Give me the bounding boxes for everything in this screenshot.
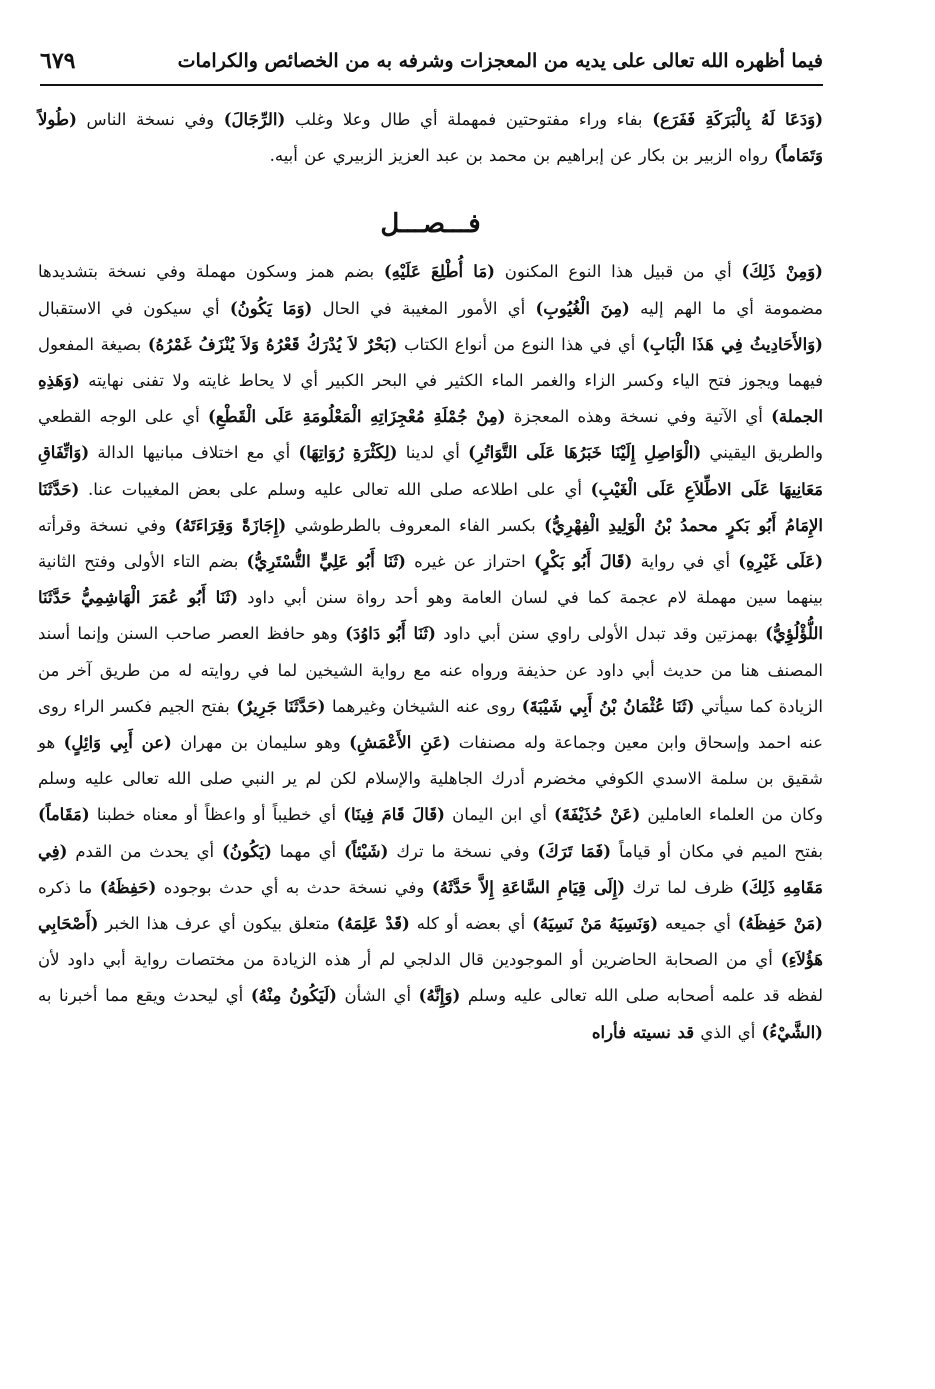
- commentary-text: رواه الزبير بن بكار عن إبراهيم بن محمد بن عبد العزيز الزبيري عن أبيه.: [269, 146, 775, 166]
- commentary-text: أي يحدث من القدم: [67, 841, 222, 861]
- quoted-text: (عَنِ الأَعْمَشِ): [349, 733, 451, 753]
- commentary-text: بضم التاء الأولى وفتح الثانية بينهما سين مهملة لام عجمة كما في لسان العامة وهو أحد رواة سنن أبي داود: [38, 552, 823, 608]
- running-title: فيما أظهره الله تعالى على يديه من المعجزات وشرفه به من الخصائص والكرامات: [177, 50, 823, 72]
- quoted-text: (قَالَ قَامَ فِينَا): [343, 805, 445, 825]
- quoted-text: (قَالَ أَبُو بَكْرٍ): [533, 552, 633, 572]
- quoted-text: (عن أَبِي وَائِلٍ): [63, 733, 172, 753]
- quoted-text: (يَكُونُ): [221, 841, 272, 861]
- quoted-text: (وَالأَحَادِيثُ فِي هَذَا الْبَابِ): [642, 334, 823, 354]
- quoted-text: (إِلَى قِيَامِ السَّاعَةِ إِلاَّ حَدَّثَهُ): [431, 877, 626, 897]
- quoted-text: (بَحْرٌ لاَ يُدْرَكُ قَعْرُهُ وَلاَ يُنْزَفُ غَمْرُهُ): [147, 334, 398, 354]
- quoted-text: (قَدْ عَلِمَهُ): [336, 914, 410, 934]
- commentary-text: أي الشأن: [336, 986, 419, 1006]
- commentary-text: بفتح الجيم فكسر الراء روى عنه احمد وإسحاق وابن معين وجماعة وله مصنفات: [38, 696, 823, 753]
- quoted-text: (وَمِنْ ذَلِكَ): [741, 262, 823, 282]
- quoted-text: (ثَنَا أَبُو عُمَرَ الْهَاشِمِيُّ حَدَّثَنَا اللُّؤْلُؤِيُّ): [38, 588, 823, 644]
- quoted-text: (عَنْ حُذَيْفَةَ): [554, 805, 641, 825]
- section-title: فـــصـــل: [380, 209, 481, 240]
- commentary-text: ما ذكره: [38, 877, 100, 897]
- quoted-text: (حَدَّثَنَا الإِمَامُ أَبُو بَكرٍ محمدُ بْنُ الْوَلِيدِ الْفِهْرِيُّ): [38, 479, 823, 535]
- quoted-text: (لَيَكُونُ مِنْهُ): [250, 986, 337, 1006]
- commentary-text: أي جميعه: [658, 914, 738, 934]
- quoted-text: قد نسيته فأراه: [591, 1022, 695, 1042]
- commentary-text: بهمزتين وقد تبدل الأولى راوي سنن أبي داود: [435, 624, 766, 644]
- quoted-text: (حَفِظَهُ): [99, 877, 157, 897]
- commentary-text: أي من الصحابة الحاضرين أو الموجودين قال الدلجي لم أر هذه الزيادة من مختصات رواية أبي داود لأن لفظه قد علمه أصحابه صلى الله تعالى عليه وسلم: [38, 950, 823, 1006]
- quoted-text: (أَصْحَابِي هَؤُلاَءِ): [38, 914, 823, 970]
- quoted-text: (مَا أُطْلِعَ عَلَيْهِ): [383, 262, 495, 282]
- quoted-text: (لِكَثْرَةِ رُوَاتِهَا): [298, 443, 398, 463]
- commentary-text: أي سيكون في الاستقبال: [38, 298, 230, 318]
- page-header: [40, 38, 823, 86]
- commentary-text: وفي نسخة الناس: [76, 110, 224, 129]
- quoted-text: (الشَّيْءُ): [761, 1022, 823, 1042]
- commentary-text: أي الأمور المغيبة في الحال: [312, 298, 536, 318]
- quoted-text: (الْوَاصِلِ إِلَيْنَا خَبَرُهَا عَلَى التَّوَاتُرِ): [468, 443, 702, 463]
- commentary-text: أي في رواية: [632, 552, 739, 572]
- quoted-text: (ثَنَا أَبُو عَلِيٍّ التُّسْتَرِيُّ): [246, 552, 406, 572]
- commentary-text: أي على اطلاعه صلى الله تعالى عليه وسلم على بعض المغيبات عنا.: [79, 479, 591, 499]
- commentary-text: ظرف لما ترك: [625, 877, 742, 897]
- commentary-text: بفاء وراء مفتوحتين فمهملة أي طال وعلا وغلب: [285, 110, 653, 129]
- paragraph-2: [38, 254, 823, 1050]
- commentary-text: بصيغة المفعول فيهما ويجوز فتح الياء وكسر الزاء والغمر الماء الكثير في البحر الكبير أي لا يحاط غايته ولا تفنى نهايته: [38, 334, 823, 391]
- quoted-text: (وَنَسِيَهُ مَنْ نَسِيَهُ): [532, 914, 659, 934]
- commentary-text: أي من قبيل هذا النوع المكنون: [494, 262, 742, 282]
- page-body: [38, 102, 823, 1051]
- quoted-text: (وَاتِّفَاقِ مَعَانِيهَا عَلَى الاطِّلاَعِ عَلَى الْغَيْبِ): [38, 443, 823, 499]
- commentary-text: أي لدينا: [397, 443, 469, 463]
- commentary-text: أي بعضه أو كله: [409, 914, 533, 934]
- quoted-text: (ثَنَا أَبُو دَاوُدَ): [345, 624, 436, 644]
- commentary-text: أي خطيباً أو واعظاً أو معناه خطبنا: [89, 805, 344, 825]
- quoted-text: (وَمَا يَكُونُ): [229, 298, 313, 318]
- commentary-text: وفي نسخة وقرأته: [38, 515, 175, 535]
- quoted-text: (عَلَى غَيْرِهِ): [738, 552, 824, 572]
- quoted-text: (مَنْ حَفِظَهُ): [737, 914, 823, 934]
- quoted-text: (الرِّجَالَ): [223, 110, 286, 129]
- commentary-text: أي في هذا النوع من أنواع الكتاب: [397, 334, 642, 354]
- quoted-text: (مِنْ جُمْلَةِ مُعْجِزَاتِهِ الْمَعْلُومَةِ عَلَى الْقَطْعِ): [207, 407, 506, 427]
- quoted-text: (مِنَ الْغُيُوبِ): [535, 298, 630, 318]
- commentary-text: وفي نسخة حدث به أي حدث بوجوده: [156, 877, 432, 897]
- commentary-text: بفتح الميم في مكان أو قياماً: [611, 841, 823, 861]
- commentary-text: أي مهما: [271, 841, 345, 861]
- commentary-text: أي ليحدث ويقع مما أخبرنا به: [38, 986, 251, 1006]
- quoted-text: (وَإِنَّهُ): [418, 986, 461, 1006]
- commentary-text: وهو سليمان بن مهران: [171, 733, 350, 753]
- commentary-text: احتراز عن غيره: [405, 552, 534, 572]
- commentary-text: أي ابن اليمان: [444, 805, 554, 825]
- commentary-text: أي الآتية وفي نسخة وهذه المعجزة: [505, 407, 772, 427]
- commentary-text: وفي نسخة ما ترك: [388, 841, 538, 861]
- commentary-text: أي مع اختلاف مبانيها الدالة: [89, 443, 299, 463]
- quoted-text: (حَدَّثَنَا جَرِيرٌ): [236, 696, 326, 716]
- commentary-text: بكسر الفاء المعروف بالطرطوشي: [286, 515, 545, 535]
- paragraph-1: [38, 102, 823, 174]
- quoted-text: (شَيْئاً): [344, 841, 389, 861]
- quoted-text: (طُولاً وَتَمَاماً): [38, 110, 823, 166]
- quoted-text: (مَقَاماً): [38, 805, 90, 825]
- commentary-text: أي الذي: [694, 1022, 762, 1042]
- commentary-text: وهو حافظ العصر صاحب السنن وإنما أسند المصنف هنا من حديث أبي داود عن حذيفة ورواه عنه مع رواية الشيخين لما في روايته له من طريق آخر من الزيادة كما سيأتي: [38, 624, 823, 716]
- quoted-text: (فَمَا تَرَكَ): [537, 841, 612, 861]
- commentary-text: بضم همز وسكون مهملة وفي نسخة بتشديدها مضمومة أي ما الهم إليه: [38, 262, 823, 318]
- quoted-text: (وَدَعَا لَهُ بِالْبَرَكَةِ فَفَرَع): [652, 110, 824, 129]
- quoted-text: (إِجَازَةً وَقِرَاءَتَهُ): [174, 515, 287, 535]
- quoted-text: (فِي مَقَامِهِ ذَلِكَ): [38, 841, 823, 897]
- commentary-text: روى عنه الشيخان وغيرهما: [325, 696, 522, 716]
- page-number: ٦٧٩: [40, 48, 76, 74]
- commentary-text: متعلق بيكون أي عرف هذا الخبر: [98, 914, 337, 934]
- commentary-text: هو شقيق بن سلمة الاسدي الكوفي مخضرم أدرك الجاهلية والإسلام لكن لم ير النبي صلى الله تعالى عليه وسلم وكان من العلماء العاملين: [38, 733, 823, 825]
- quoted-text: (ثَنَا عُثْمَانُ بْنُ أَبِي شَيْبَةَ): [521, 696, 695, 716]
- commentary-text: أي على الوجه القطعي والطريق اليقيني: [38, 407, 823, 463]
- quoted-text: (وَهَذِهِ الجملة): [38, 371, 823, 427]
